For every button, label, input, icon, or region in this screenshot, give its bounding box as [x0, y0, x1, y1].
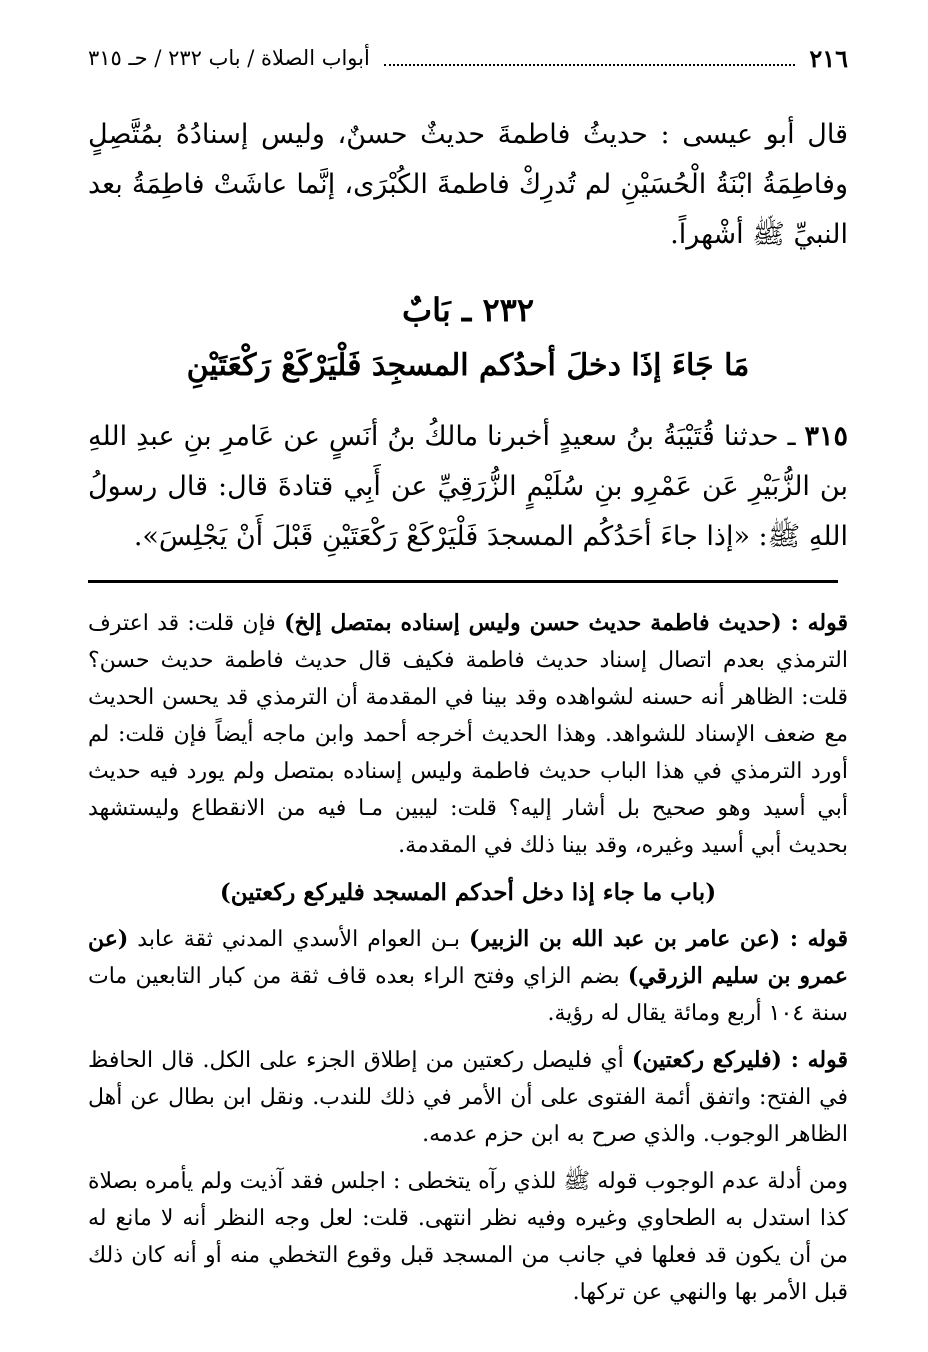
- footnote-divider: [88, 580, 838, 583]
- chapter-heading: [88, 282, 848, 394]
- hadith-number: ٣١٥: [804, 421, 848, 452]
- commentary-text: بـن العوام الأسدي المدني ثقة عابد: [137, 927, 461, 952]
- page-number: ٢١٦: [809, 43, 848, 73]
- commentary-paragraph: [88, 1042, 848, 1153]
- chapter-title: مَا جَاءَ إذَا دخلَ أحدُكم المسجِدَ فَلْيَرْكَعْ رَكْعَتَيْنِ: [186, 348, 750, 383]
- commentary-chapter-title: (باب ما جاء إذا دخل أحدكم المسجد فليركع ركعتين): [219, 879, 717, 906]
- commentary-paragraph: [88, 605, 848, 864]
- commentary-text: فإن قلت: قد اعترف الترمذي بعدم اتصال إسناد حديث فاطمة فكيف قال حديث فاطمة حديث حسن؟ قلت: الظاهر أنه حسنه لشواهده وقد بينا في المقدمة أن الترمذي قد يحسن الحديث مع ضعف الإسناد للشواهد. وهذا الحديث أخرجه أحمد وابن ماجه أيضاً فإن قلت: لم أورد الترمذي في هذا الباب حديث فاطمة وليس إسناده بمتصل ولم يورد فيه حديث أبي أسيد وهو صحيح بل أشار إليه؟ قلت: ليبين مـا فيه من الانقطاع وليستشهد بحديث أبي أسيد وغيره، وقد بينا ذلك في المقدمة.: [88, 611, 848, 858]
- header-dotted-leader: [384, 50, 795, 66]
- commentary-text: أي فليصل ركعتين من إطلاق الجزء على الكل. قال الحافظ في الفتح: واتفق أئمة الفتوى على أن الأمر في ذلك للندب. ونقل ابن بطال عن أهل الظاهر الوجوب. والذي صرح به ابن حزم عدمه.: [88, 1048, 848, 1147]
- commentary-lead: (عن عمرو بن سليم الزرقي): [88, 926, 848, 989]
- commentary-text: بضم الزاي وفتح الراء بعده قاف ثقة من كبار التابعين مات سنة ١٠٤ أربع ومائة يقال له رؤية.: [88, 964, 848, 1026]
- commentary-lead: قوله : (فليركع ركعتين): [631, 1047, 848, 1073]
- section-reference: أبواب الصلاة / باب ٢٣٢ / حـ ٣١٥: [88, 46, 370, 70]
- running-header: [88, 40, 848, 76]
- abu-isa-remark: قال أبو عيسى : حديثُ فاطمةَ حديثٌ حسنٌ، وليس إسنادُهُ بمُتَّصِلٍ وفاطِمَةُ ابْنَةُ الْحُسَيْنِ لم تُدرِكْ فاطمةَ الكُبْرَى، إنَّما عاشَتْ فاطِمَةُ بعد النبيِّ ﷺ أشْهراً.: [88, 119, 848, 250]
- commentary-lead: قوله : (عن عامر بن عبد الله بن الزبير): [469, 926, 849, 952]
- chapter-number: ٢٣٢ ـ بَابٌ: [402, 291, 534, 329]
- commentary: [88, 605, 848, 1311]
- hadith-315: [88, 412, 848, 562]
- commentary-lead: قوله : (حديث فاطمة حديث حسن وليس إسناده بمتصل إلخ): [284, 610, 848, 636]
- commentary-paragraph: ومن أدلة عدم الوجوب قوله ﷺ للذي رآه يتخطى : اجلس فقد آذيت ولم يأمره بصلاة كذا استدل به الطحاوي وغيره وفيه نظر انتهى. قلت: لعل وجه النظر أنه لا مانع له من أن يكون قد فعلها في جانب من المسجد قبل وقوع التخطي منه أو أنه كان ذلك قبل الأمر بها والنهي عن تركها.: [88, 1169, 849, 1305]
- commentary-paragraph: [88, 921, 848, 1032]
- hadith-text: ـ حدثنا قُتَيْبَةُ بنُ سعيدٍ أخبرنا مالكُ بنُ أنَسٍ عن عَامرِ بنِ عبدِ اللهِ بن الزُّبَيْرِ عَن عَمْرِو بنِ سُلَيْمٍ الزُّرَقِيِّ عن أَبِي قتادةَ قال: قال رسولُ اللهِ ﷺ: «إذا جاءَ أحَدُكُم المسجدَ فَلْيَرْكَعْ رَكْعَتَيْنِ قَبْلَ أَنْ يَجْلِسَ».: [88, 421, 848, 552]
